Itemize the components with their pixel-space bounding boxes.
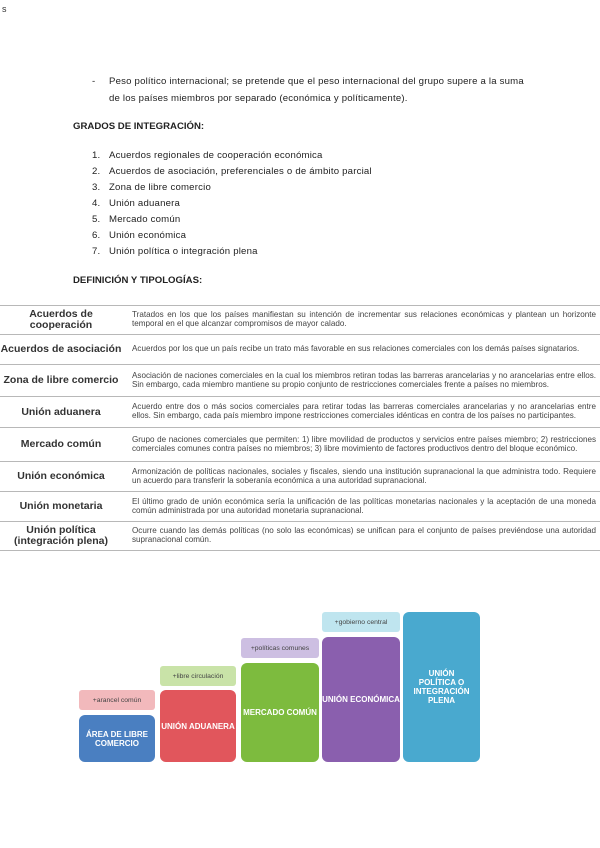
tag-arancel-comun: +arancel común xyxy=(79,690,155,710)
desc-cell: Acuerdo entre dos o más socios comerciales para retirar todas las barreras comerciales arancelarias y no arancelarias entre ellos. Sin embargo, cada país miembro impone restricciones comerciales idénticas en contra de los países no participantes. xyxy=(132,402,596,420)
term-cell: Mercado común xyxy=(20,438,102,450)
tag-politicas-comunes: +políticas comunes xyxy=(241,638,319,658)
term-cell: Acuerdos de cooperación xyxy=(29,308,93,331)
term-cell: Unión aduanera xyxy=(21,405,101,418)
desc-cell: Grupo de naciones comerciales que permiten: 1) libre movilidad de productos y servicios entre países miembro; 2) restricciones comerciales comunes contra países no miembros; 3) libre movimiento de factores productivos dentro del bloque económico. xyxy=(132,434,596,453)
list-item: 7. Unión política o integración plena xyxy=(92,246,258,257)
table-row xyxy=(0,427,600,461)
desc-cell: Asociación de naciones comerciales en la cual los miembros retiran todas las barreras arancelarias y no arancelarias entre ellos. Sin embargo, cada miembro mantiene su propio conjunto de restricciones comerciales frente a países no miembros. xyxy=(132,370,596,389)
column-union-aduanera: UNIÓN ADUANERA xyxy=(160,690,236,762)
term-cell: Unión económica xyxy=(17,470,105,482)
term-cell: Zona de libre comercio xyxy=(3,374,119,386)
term-cell: Acuerdos de asociación xyxy=(0,343,122,355)
bullet-dash: - xyxy=(92,76,96,87)
column-mercado-comun: MERCADO COMÚN xyxy=(241,663,319,762)
tag-libre-circulacion: +libre circulación xyxy=(160,666,236,686)
list-item: 2. Acuerdos de asociación, preferenciales o de ámbito parcial xyxy=(92,166,372,177)
table-row xyxy=(0,396,600,427)
bullet-text: Peso político internacional; se pretende que el peso internacional del grupo supere a la suma de los países miembros por separado (económica y políticamente). xyxy=(109,76,524,104)
table-row xyxy=(0,305,600,334)
desc-cell: Tratados en los que los países manifiestan su intención de incrementar sus relaciones económicas y plantean un horizonte temporal en el que alcanzar compromisos de mayor calado. xyxy=(132,310,596,328)
column-union-politica: UNIÓN POLÍTICA O INTEGRACIÓN PLENA xyxy=(403,612,480,762)
table-row xyxy=(0,461,600,491)
desc-cell: Armonización de políticas nacionales, sociales y fiscales, siendo una institución supranacional la que administra todo. Requiere un acuerdo para transferir la soberanía económica a una autoridad supranacional. xyxy=(132,466,596,485)
table-row xyxy=(0,364,600,396)
desc-cell: Acuerdos por los que un país recibe un trato más favorable en sus relaciones comerciales con los demás países signatarios. xyxy=(132,344,580,354)
page-corner-mark: s xyxy=(2,4,7,14)
intro-bullet xyxy=(92,73,532,107)
list-item: 1. Acuerdos regionales de cooperación económica xyxy=(92,150,323,161)
list-item: 6. Unión económica xyxy=(92,230,187,241)
table-row xyxy=(0,491,600,521)
term-cell: Unión política (integración plena) xyxy=(14,524,108,547)
table-row xyxy=(0,334,600,364)
list-item: 5. Mercado común xyxy=(92,214,181,225)
desc-cell: El último grado de unión económica sería la unificación de las políticas monetarias nacionales y la aceptación de una moneda común administrada por una autoridad monetaria supranacional. xyxy=(132,496,596,515)
definitions-table xyxy=(0,305,600,551)
grados-heading: GRADOS DE INTEGRACIÓN: xyxy=(73,121,205,132)
list-item: 4. Unión aduanera xyxy=(92,198,181,209)
column-area-libre-comercio: ÁREA DE LIBRE COMERCIO xyxy=(79,715,155,762)
list-item: 3. Zona de libre comercio xyxy=(92,182,211,193)
grados-list xyxy=(92,148,372,260)
term-cell: Unión monetaria xyxy=(19,500,103,512)
column-union-economica: UNIÓN ECONÓMICA xyxy=(322,637,400,762)
table-row xyxy=(0,521,600,551)
definiciones-heading: DEFINICIÓN Y TIPOLOGÍAS: xyxy=(73,275,203,286)
tag-gobierno-central: +gobierno central xyxy=(322,612,400,632)
desc-cell: Ocurre cuando las demás políticas (no solo las económicas) se unifican para el conjunto de países previéndose una autoridad supranacional común. xyxy=(132,526,596,544)
integration-staircase-diagram xyxy=(0,600,600,780)
